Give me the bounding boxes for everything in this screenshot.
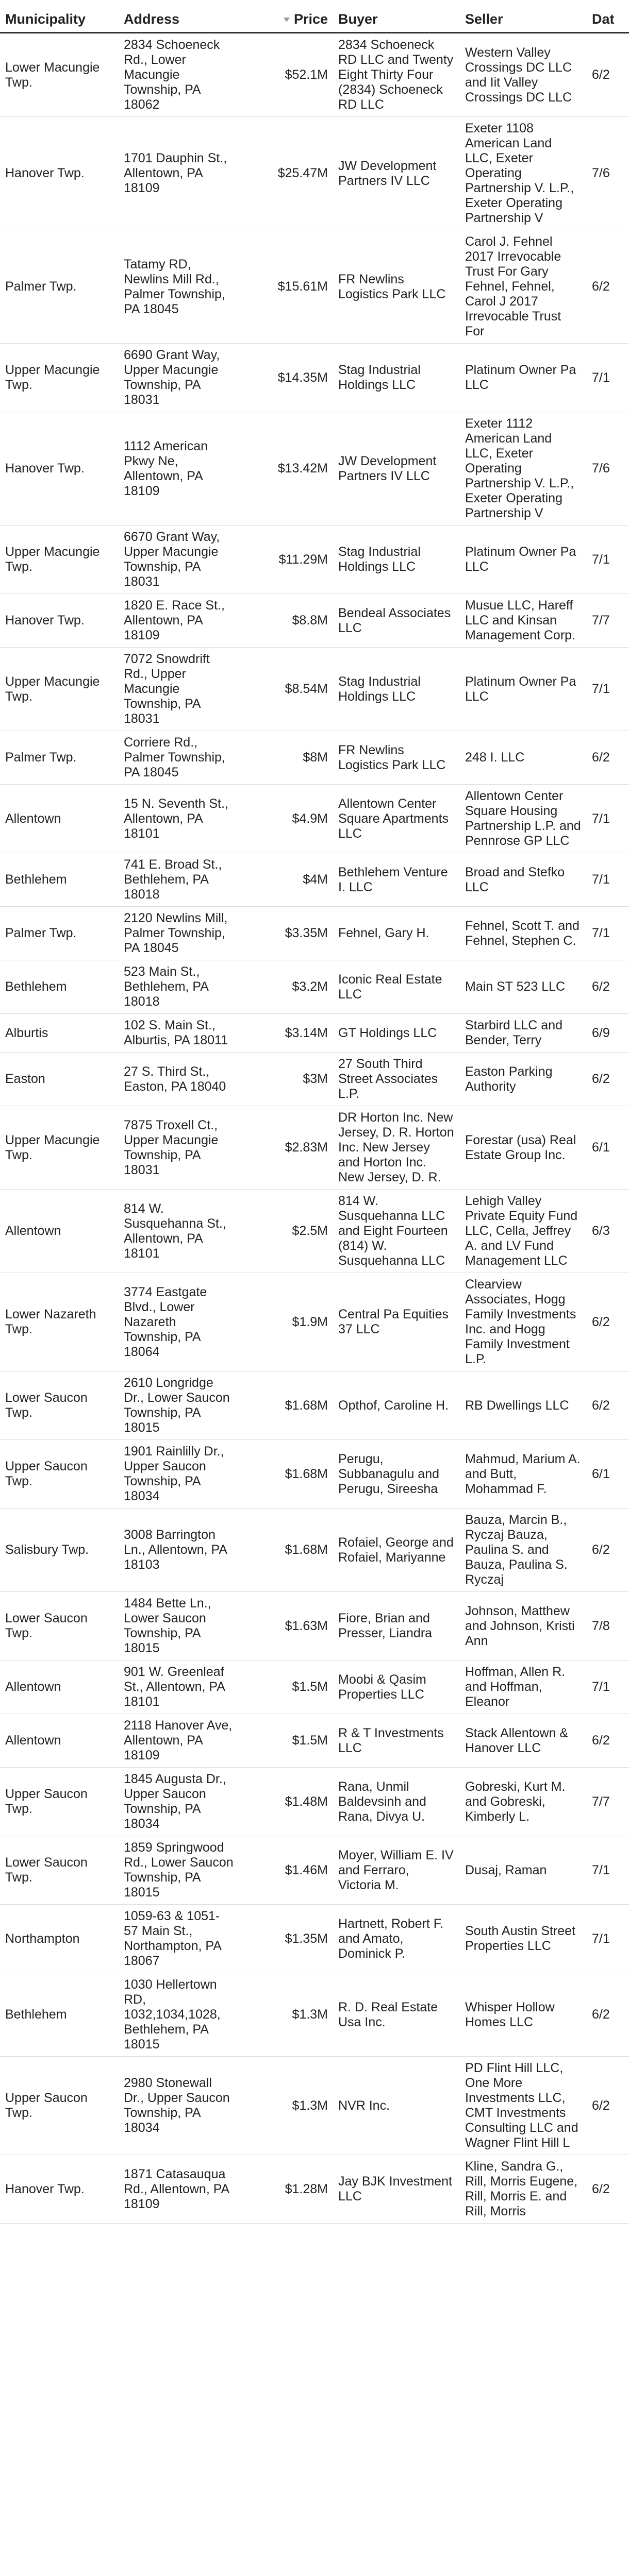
- cell-price: $13.42M: [239, 412, 333, 526]
- cell-price: $1.63M: [239, 1592, 333, 1660]
- cell-price: $4M: [239, 853, 333, 907]
- cell-address: 1845 Augusta Dr., Upper Saucon Township, PA 18034: [119, 1768, 239, 1836]
- header-seller[interactable]: Seller: [460, 0, 587, 33]
- cell-date: 6/2: [587, 1714, 629, 1768]
- cell-municipality: Upper Saucon Twp.: [0, 1440, 119, 1509]
- cell-seller: Mahmud, Marium A. and Butt, Mohammad F.: [460, 1440, 587, 1509]
- cell-address: 1059-63 & 1051-57 Main St., Northampton, PA 18067: [119, 1905, 239, 1973]
- cell-seller: Allentown Center Square Housing Partnership L.P. and Pennrose GP LLC: [460, 785, 587, 853]
- header-buyer[interactable]: Buyer: [333, 0, 460, 33]
- table-row: [0, 1836, 629, 1905]
- cell-buyer: Stag Industrial Holdings LLC: [333, 344, 460, 412]
- cell-municipality: Allentown: [0, 1660, 119, 1714]
- cell-date: 7/1: [587, 1905, 629, 1973]
- cell-address: 6690 Grant Way, Upper Macungie Township, PA 18031: [119, 344, 239, 412]
- cell-municipality: Allentown: [0, 1714, 119, 1768]
- cell-address: 1820 E. Race St., Allentown, PA 18109: [119, 594, 239, 648]
- table-row: [0, 1660, 629, 1714]
- cell-date: 6/2: [587, 1053, 629, 1106]
- cell-price: $52.1M: [239, 33, 333, 117]
- cell-buyer: Moobi & Qasim Properties LLC: [333, 1660, 460, 1714]
- cell-address: 3774 Eastgate Blvd., Lower Nazareth Township, PA 18064: [119, 1273, 239, 1371]
- cell-buyer: Opthof, Caroline H.: [333, 1371, 460, 1440]
- cell-seller: Musue LLC, Hareff LLC and Kinsan Management Corp.: [460, 594, 587, 648]
- table-row: [0, 1440, 629, 1509]
- cell-price: $8.8M: [239, 594, 333, 648]
- cell-seller: RB Dwellings LLC: [460, 1371, 587, 1440]
- cell-municipality: Palmer Twp.: [0, 731, 119, 785]
- table-row: [0, 1509, 629, 1592]
- table-row: [0, 2155, 629, 2224]
- cell-buyer: GT Holdings LLC: [333, 1014, 460, 1053]
- cell-buyer: FR Newlins Logistics Park LLC: [333, 731, 460, 785]
- table-row: [0, 1371, 629, 1440]
- cell-municipality: Hanover Twp.: [0, 2155, 119, 2224]
- cell-address: 523 Main St., Bethlehem, PA 18018: [119, 960, 239, 1014]
- cell-address: 741 E. Broad St., Bethlehem, PA 18018: [119, 853, 239, 907]
- table-row: [0, 1273, 629, 1371]
- table-row: [0, 731, 629, 785]
- cell-buyer: 27 South Third Street Associates L.P.: [333, 1053, 460, 1106]
- table-row: [0, 648, 629, 731]
- cell-date: 7/6: [587, 117, 629, 230]
- cell-date: 6/1: [587, 1106, 629, 1190]
- table-header: [0, 0, 629, 33]
- cell-price: $2.5M: [239, 1190, 333, 1273]
- cell-municipality: Lower Saucon Twp.: [0, 1836, 119, 1905]
- cell-date: 7/1: [587, 526, 629, 594]
- cell-seller: Fehnel, Scott T. and Fehnel, Stephen C.: [460, 907, 587, 960]
- cell-municipality: Upper Macungie Twp.: [0, 526, 119, 594]
- cell-municipality: Hanover Twp.: [0, 594, 119, 648]
- cell-price: $1.3M: [239, 2057, 333, 2155]
- table-row: [0, 594, 629, 648]
- cell-price: $14.35M: [239, 344, 333, 412]
- cell-address: 1112 American Pkwy Ne, Allentown, PA 18109: [119, 412, 239, 526]
- cell-municipality: Lower Macungie Twp.: [0, 33, 119, 117]
- cell-price: $1.46M: [239, 1836, 333, 1905]
- table-body: [0, 33, 629, 2224]
- cell-buyer: FR Newlins Logistics Park LLC: [333, 230, 460, 344]
- cell-date: 6/2: [587, 2155, 629, 2224]
- cell-address: 7072 Snowdrift Rd., Upper Macungie Township, PA 18031: [119, 648, 239, 731]
- cell-price: $1.35M: [239, 1905, 333, 1973]
- cell-address: 15 N. Seventh St., Allentown, PA 18101: [119, 785, 239, 853]
- table-row: [0, 960, 629, 1014]
- cell-date: 6/2: [587, 960, 629, 1014]
- cell-municipality: Lower Saucon Twp.: [0, 1592, 119, 1660]
- cell-seller: Easton Parking Authority: [460, 1053, 587, 1106]
- cell-price: $3M: [239, 1053, 333, 1106]
- cell-date: 7/1: [587, 648, 629, 731]
- cell-address: 1859 Springwood Rd., Lower Saucon Township, PA 18015: [119, 1836, 239, 1905]
- cell-address: 1484 Bette Ln., Lower Saucon Township, PA 18015: [119, 1592, 239, 1660]
- cell-municipality: Salisbury Twp.: [0, 1509, 119, 1592]
- cell-buyer: Bendeal Associates LLC: [333, 594, 460, 648]
- cell-date: 6/9: [587, 1014, 629, 1053]
- cell-seller: Exeter 1108 American Land LLC, Exeter Operating Partnership V. L.P., Exeter Operating Partnership V: [460, 117, 587, 230]
- cell-seller: Platinum Owner Pa LLC: [460, 526, 587, 594]
- table-row: [0, 1014, 629, 1053]
- cell-seller: Platinum Owner Pa LLC: [460, 648, 587, 731]
- cell-address: Corriere Rd., Palmer Township, PA 18045: [119, 731, 239, 785]
- cell-municipality: Bethlehem: [0, 960, 119, 1014]
- cell-buyer: Iconic Real Estate LLC: [333, 960, 460, 1014]
- cell-municipality: Upper Macungie Twp.: [0, 344, 119, 412]
- cell-address: 1030 Hellertown RD, 1032,1034,1028, Bethlehem, PA 18015: [119, 1973, 239, 2057]
- cell-municipality: Easton: [0, 1053, 119, 1106]
- cell-address: Tatamy RD, Newlins Mill Rd., Palmer Township, PA 18045: [119, 230, 239, 344]
- cell-seller: Exeter 1112 American Land LLC, Exeter Operating Partnership V. L.P., Exeter Operating Partnership V: [460, 412, 587, 526]
- header-address[interactable]: Address: [119, 0, 239, 33]
- cell-address: 2610 Longridge Dr., Lower Saucon Township, PA 18015: [119, 1371, 239, 1440]
- cell-seller: Starbird LLC and Bender, Terry: [460, 1014, 587, 1053]
- table-row: [0, 526, 629, 594]
- sort-descending-icon: [284, 18, 290, 22]
- cell-buyer: Fehnel, Gary H.: [333, 907, 460, 960]
- cell-municipality: Alburtis: [0, 1014, 119, 1053]
- cell-date: 6/1: [587, 1440, 629, 1509]
- cell-seller: South Austin Street Properties LLC: [460, 1905, 587, 1973]
- cell-seller: Stack Allentown & Hanover LLC: [460, 1714, 587, 1768]
- cell-price: $1.68M: [239, 1371, 333, 1440]
- cell-municipality: Palmer Twp.: [0, 907, 119, 960]
- cell-address: 2834 Schoeneck Rd., Lower Macungie Township, PA 18062: [119, 33, 239, 117]
- cell-buyer: Fiore, Brian and Presser, Liandra: [333, 1592, 460, 1660]
- cell-price: $11.29M: [239, 526, 333, 594]
- cell-buyer: Rofaiel, George and Rofaiel, Mariyanne: [333, 1509, 460, 1592]
- cell-buyer: Moyer, William E. IV and Ferraro, Victoria M.: [333, 1836, 460, 1905]
- cell-buyer: Allentown Center Square Apartments LLC: [333, 785, 460, 853]
- cell-price: $8M: [239, 731, 333, 785]
- cell-date: 7/7: [587, 1768, 629, 1836]
- table-row: [0, 785, 629, 853]
- cell-seller: Clearview Associates, Hogg Family Investments Inc. and Hogg Family Investment L.P.: [460, 1273, 587, 1371]
- table-row: [0, 33, 629, 117]
- table-row: [0, 2057, 629, 2155]
- cell-municipality: Upper Saucon Twp.: [0, 1768, 119, 1836]
- table-row: [0, 344, 629, 412]
- cell-buyer: JW Development Partners IV LLC: [333, 412, 460, 526]
- cell-date: 7/7: [587, 594, 629, 648]
- cell-price: $3.14M: [239, 1014, 333, 1053]
- table-row: [0, 1714, 629, 1768]
- table-row: [0, 1973, 629, 2057]
- cell-address: 2118 Hanover Ave, Allentown, PA 18109: [119, 1714, 239, 1768]
- cell-date: 7/1: [587, 853, 629, 907]
- cell-seller: Main ST 523 LLC: [460, 960, 587, 1014]
- table-row: [0, 230, 629, 344]
- table-row: [0, 1592, 629, 1660]
- cell-municipality: Hanover Twp.: [0, 412, 119, 526]
- cell-price: $3.35M: [239, 907, 333, 960]
- cell-date: 7/1: [587, 785, 629, 853]
- table-row: [0, 1053, 629, 1106]
- cell-price: $1.68M: [239, 1509, 333, 1592]
- cell-seller: Dusaj, Raman: [460, 1836, 587, 1905]
- cell-seller: PD Flint Hill LLC, One More Investments LLC, CMT Investments Consulting LLC and Wagner Flint Hill L: [460, 2057, 587, 2155]
- cell-seller: Bauza, Marcin B., Ryczaj Bauza, Paulina S. and Bauza, Paulina S. Ryczaj: [460, 1509, 587, 1592]
- cell-municipality: Bethlehem: [0, 1973, 119, 2057]
- cell-price: $4.9M: [239, 785, 333, 853]
- table-row: [0, 1768, 629, 1836]
- cell-buyer: JW Development Partners IV LLC: [333, 117, 460, 230]
- cell-date: 6/2: [587, 2057, 629, 2155]
- table-row: [0, 117, 629, 230]
- cell-address: 3008 Barrington Ln., Allentown, PA 18103: [119, 1509, 239, 1592]
- cell-date: 7/1: [587, 1836, 629, 1905]
- table-row: [0, 907, 629, 960]
- cell-date: 6/2: [587, 230, 629, 344]
- header-price[interactable]: [239, 0, 333, 33]
- cell-address: 814 W. Susquehanna St., Allentown, PA 18101: [119, 1190, 239, 1273]
- cell-seller: Platinum Owner Pa LLC: [460, 344, 587, 412]
- cell-municipality: Lower Saucon Twp.: [0, 1371, 119, 1440]
- cell-buyer: Central Pa Equities 37 LLC: [333, 1273, 460, 1371]
- table-row: [0, 853, 629, 907]
- cell-address: 1901 Rainlilly Dr., Upper Saucon Township, PA 18034: [119, 1440, 239, 1509]
- header-price-label: Price: [293, 11, 328, 27]
- cell-address: 7875 Troxell Ct., Upper Macungie Township, PA 18031: [119, 1106, 239, 1190]
- cell-seller: Lehigh Valley Private Equity Fund LLC, Cella, Jeffrey A. and LV Fund Management LLC: [460, 1190, 587, 1273]
- cell-address: 1701 Dauphin St., Allentown, PA 18109: [119, 117, 239, 230]
- table-row: [0, 1190, 629, 1273]
- cell-municipality: Allentown: [0, 1190, 119, 1273]
- cell-municipality: Upper Saucon Twp.: [0, 2057, 119, 2155]
- cell-date: 7/1: [587, 344, 629, 412]
- cell-buyer: Bethlehem Venture I. LLC: [333, 853, 460, 907]
- cell-buyer: DR Horton Inc. New Jersey, D. R. Horton Inc. New Jersey and Horton Inc. New Jersey, D. R.: [333, 1106, 460, 1190]
- cell-price: $3.2M: [239, 960, 333, 1014]
- cell-municipality: Upper Macungie Twp.: [0, 648, 119, 731]
- cell-buyer: 2834 Schoeneck RD LLC and Twenty Eight Thirty Four (2834) Schoeneck RD LLC: [333, 33, 460, 117]
- cell-date: 7/1: [587, 1660, 629, 1714]
- cell-seller: Whisper Hollow Homes LLC: [460, 1973, 587, 2057]
- header-date[interactable]: Dat: [587, 0, 629, 33]
- cell-municipality: Lower Nazareth Twp.: [0, 1273, 119, 1371]
- cell-date: 6/2: [587, 1371, 629, 1440]
- cell-municipality: Allentown: [0, 785, 119, 853]
- cell-buyer: Hartnett, Robert F. and Amato, Dominick P.: [333, 1905, 460, 1973]
- cell-buyer: Stag Industrial Holdings LLC: [333, 648, 460, 731]
- cell-buyer: R. D. Real Estate Usa Inc.: [333, 1973, 460, 2057]
- cell-seller: 248 I. LLC: [460, 731, 587, 785]
- cell-date: 6/3: [587, 1190, 629, 1273]
- cell-address: 2980 Stonewall Dr., Upper Saucon Township, PA 18034: [119, 2057, 239, 2155]
- cell-municipality: Bethlehem: [0, 853, 119, 907]
- cell-address: 901 W. Greenleaf St., Allentown, PA 18101: [119, 1660, 239, 1714]
- cell-address: 102 S. Main St., Alburtis, PA 18011: [119, 1014, 239, 1053]
- cell-municipality: Palmer Twp.: [0, 230, 119, 344]
- table-row: [0, 1106, 629, 1190]
- cell-seller: Western Valley Crossings DC LLC and Iit Valley Crossings DC LLC: [460, 33, 587, 117]
- cell-seller: Kline, Sandra G., Rill, Morris Eugene, Rill, Morris E. and Rill, Morris: [460, 2155, 587, 2224]
- cell-municipality: Hanover Twp.: [0, 117, 119, 230]
- cell-buyer: NVR Inc.: [333, 2057, 460, 2155]
- cell-municipality: Northampton: [0, 1905, 119, 1973]
- header-row: [0, 0, 629, 33]
- table-row: [0, 1905, 629, 1973]
- cell-price: $1.5M: [239, 1714, 333, 1768]
- cell-buyer: 814 W. Susquehanna LLC and Eight Fourteen (814) W. Susquehanna LLC: [333, 1190, 460, 1273]
- cell-buyer: Rana, Unmil Baldevsinh and Rana, Divya U.: [333, 1768, 460, 1836]
- cell-price: $1.3M: [239, 1973, 333, 2057]
- cell-buyer: Stag Industrial Holdings LLC: [333, 526, 460, 594]
- table-row: [0, 412, 629, 526]
- cell-price: $15.61M: [239, 230, 333, 344]
- cell-seller: Gobreski, Kurt M. and Gobreski, Kimberly L.: [460, 1768, 587, 1836]
- cell-seller: Johnson, Matthew and Johnson, Kristi Ann: [460, 1592, 587, 1660]
- cell-date: 7/1: [587, 907, 629, 960]
- header-municipality[interactable]: Municipality: [0, 0, 119, 33]
- cell-price: $25.47M: [239, 117, 333, 230]
- cell-price: $8.54M: [239, 648, 333, 731]
- cell-seller: Broad and Stefko LLC: [460, 853, 587, 907]
- cell-date: 6/2: [587, 1509, 629, 1592]
- cell-buyer: Jay BJK Investment LLC: [333, 2155, 460, 2224]
- cell-date: 6/2: [587, 1973, 629, 2057]
- cell-address: 6670 Grant Way, Upper Macungie Township, PA 18031: [119, 526, 239, 594]
- cell-address: 27 S. Third St., Easton, PA 18040: [119, 1053, 239, 1106]
- cell-price: $1.68M: [239, 1440, 333, 1509]
- cell-address: 1871 Catasauqua Rd., Allentown, PA 18109: [119, 2155, 239, 2224]
- cell-seller: Carol J. Fehnel 2017 Irrevocable Trust For Gary Fehnel, Fehnel, Carol J 2017 Irrevocable Trust For: [460, 230, 587, 344]
- cell-date: 6/2: [587, 731, 629, 785]
- cell-buyer: R & T Investments LLC: [333, 1714, 460, 1768]
- cell-price: $1.9M: [239, 1273, 333, 1371]
- cell-date: 7/8: [587, 1592, 629, 1660]
- cell-address: 2120 Newlins Mill, Palmer Township, PA 18045: [119, 907, 239, 960]
- cell-buyer: Perugu, Subbanagulu and Perugu, Sireesha: [333, 1440, 460, 1509]
- cell-price: $2.83M: [239, 1106, 333, 1190]
- cell-date: 6/2: [587, 33, 629, 117]
- cell-seller: Forestar (usa) Real Estate Group Inc.: [460, 1106, 587, 1190]
- cell-date: 6/2: [587, 1273, 629, 1371]
- cell-price: $1.28M: [239, 2155, 333, 2224]
- cell-municipality: Upper Macungie Twp.: [0, 1106, 119, 1190]
- cell-seller: Hoffman, Allen R. and Hoffman, Eleanor: [460, 1660, 587, 1714]
- cell-date: 7/6: [587, 412, 629, 526]
- cell-price: $1.5M: [239, 1660, 333, 1714]
- cell-price: $1.48M: [239, 1768, 333, 1836]
